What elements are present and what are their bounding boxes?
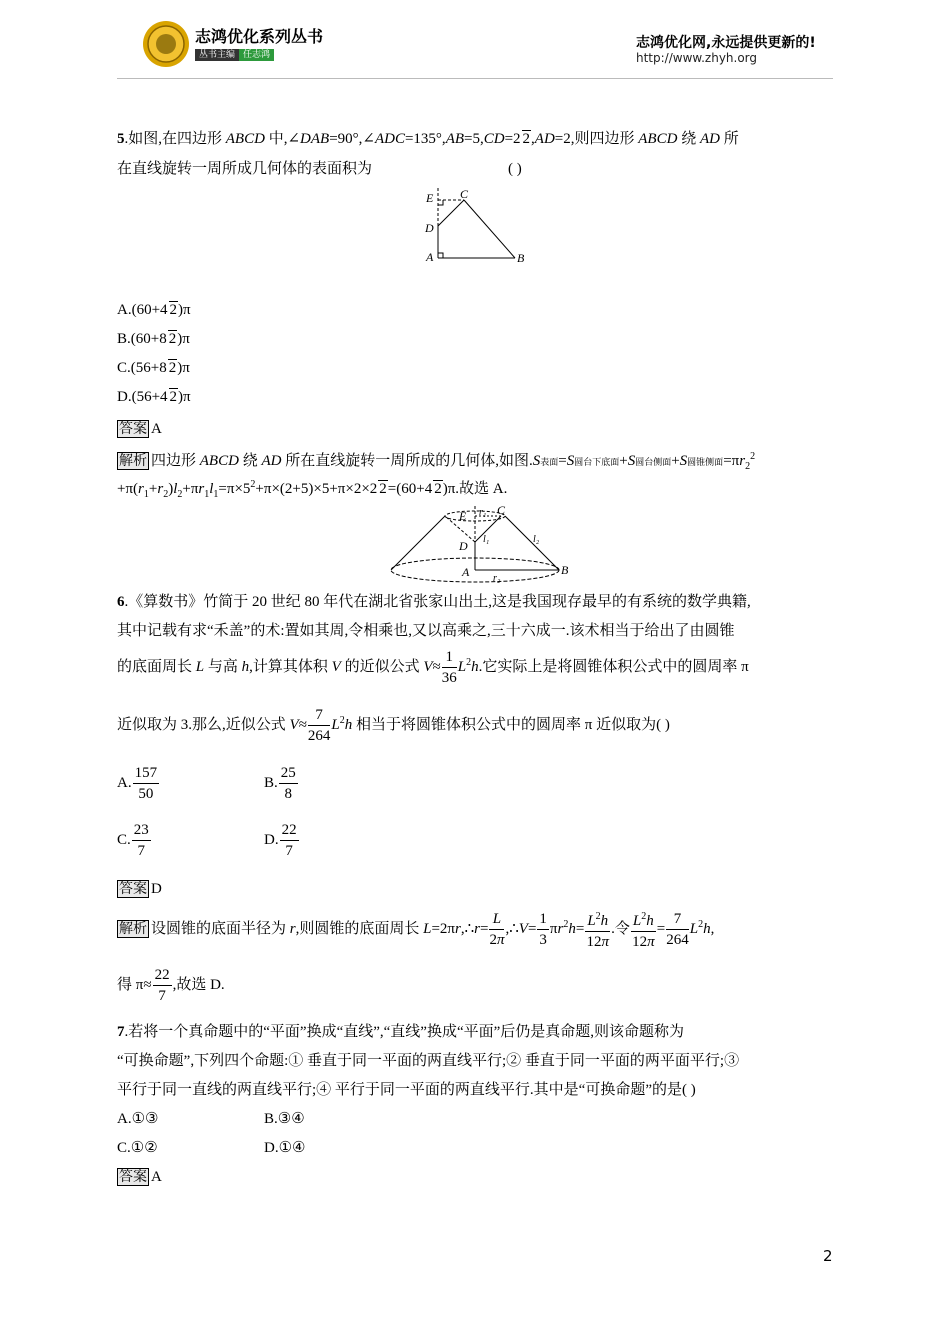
answer-tag: 答案 — [119, 881, 147, 897]
q6-number: 6 — [117, 594, 125, 610]
q5-fig-label-a: A — [426, 250, 434, 264]
q5-option-b[interactable]: B.(60+8 2)π — [117, 331, 190, 347]
analysis-tag: 解析 — [119, 920, 147, 937]
q6-answer: 答案 D — [119, 881, 162, 897]
q6-option-d[interactable]: D. $\frac{22}{7}$ — [264, 822, 297, 859]
analysis-tag: 解析 — [119, 453, 147, 469]
q7-option-d[interactable]: D.①④ — [264, 1140, 306, 1156]
q6-line1: 6.《算数书》竹简于 20 世纪 80 年代在湖北省张家山出土,这是我国现存最早的有系统的数学典籍, — [117, 594, 751, 610]
q7-line2: “可换命题”,下列四个命题:① 垂直于同一平面的两直线平行;② 垂直于同一平面的两平面平行;③ — [117, 1053, 740, 1069]
q7-option-b[interactable]: B.③④ — [264, 1111, 305, 1127]
q5-fig2-label-l2: l₂ — [533, 534, 540, 545]
q5-fig2-label-b: B — [561, 563, 569, 577]
header-url[interactable]: http://www.zhyh.org — [636, 51, 758, 65]
q5-analysis-line1: 解析 四边形 ABCD 绕 AD 所在直线旋转一周所成的几何体,如图.S表面=S圆台下底面+S圆台侧面+S圆锥侧面$=\pi r_2^2$ — [119, 451, 756, 472]
q5-option-a[interactable]: A.(60+4 2)π — [117, 302, 191, 318]
q5-bracket: ( ) — [508, 161, 522, 177]
editor-label: 丛书主编 — [195, 49, 239, 61]
answer-tag: 答案 — [119, 421, 147, 437]
q5-fig2-label-l1: l₁ — [483, 534, 490, 545]
q6-option-c[interactable]: C. $\frac{23}{7}$ — [117, 822, 149, 859]
q5-line2: 在直线旋转一周所成几何体的表面积为 — [117, 161, 373, 177]
q5-fig-label-d: D — [425, 221, 434, 235]
q5-fig2-label-r1: r₁ — [479, 507, 487, 518]
q5-figure — [420, 186, 530, 270]
q6-option-b[interactable]: B. $\frac{25}{8}$ — [264, 765, 296, 802]
q5-fig2-label-d: D — [459, 539, 468, 553]
q7-option-a[interactable]: A.①③ — [117, 1111, 159, 1127]
q5-line1: 5.如图,在四边形 ABCD 中,∠DAB=90°,∠ADC=135°,AB=5,CD=2 2,AD=2,则四边形 ABCD 绕 AD 所 — [117, 131, 739, 147]
q6-line3: 的底面周长 L 与高 h,计算其体积 V 的近似公式 V≈ $\frac{1}{36}$ $L^2h$.它实际上是将圆锥体积公式中的圆周率 π — [117, 649, 749, 686]
answer-tag: 答案 — [119, 1169, 147, 1185]
q5-number: 5 — [117, 131, 125, 147]
q6-line2: 其中记载有求“禾盖”的术:置如其周,令相乘也,又以高乘之,三十六成一.该术相当于给出了由圆锥 — [117, 623, 735, 639]
q7-line1: 7.若将一个真命题中的“平面”换成“直线”,“直线”换成“平面”后仍是真命题,则该命题称为 — [117, 1024, 685, 1040]
q5-fig-label-b: B — [517, 251, 525, 265]
logo-seal-icon — [142, 20, 190, 68]
q5-fig-label-c: C — [460, 187, 469, 201]
q5-answer: 答案 A — [119, 421, 162, 437]
q7-line3: 平行于同一直线的两直线平行;④ 平行于同一平面的两直线平行.其中是“可换命题”的是( ) — [117, 1082, 696, 1098]
q5-fig2-label-a: A — [462, 565, 470, 579]
q5-fig2-label-c: C — [497, 503, 506, 517]
q5-option-d[interactable]: D.(56+4 2)π — [117, 389, 191, 405]
series-title: 志鸿优化系列丛书 — [195, 27, 324, 46]
q5-fig2-label-e: E — [459, 509, 467, 523]
q6-line4: 近似取为 3.那么,近似公式 V≈ $\frac{7}{264}$ $L^2h$ 相当于将圆锥体积公式中的圆周率 π 近似取为( ) — [117, 707, 670, 744]
q5-fig2-label-r2: r₂ — [493, 573, 501, 584]
q7-option-c[interactable]: C.①② — [117, 1140, 158, 1156]
header-divider — [117, 78, 833, 79]
editor-name: 任志鸿 — [239, 49, 274, 61]
q7-answer: 答案 A — [119, 1169, 162, 1185]
q6-analysis-line1: 解析 设圆锥的底面半径为 r,则圆锥的底面周长 L=2πr,∴r= $\frac{L}{2\pi}$ ,∴V= $\frac{1}{3}$ $\pi r^2h=$ $\frac{L^2h}{12\pi}$ .令 $\frac{L^2h}{12\pi}$ = $\frac{7}{264}$ $L^2h$, — [117, 907, 714, 952]
q5-analysis-figure — [375, 502, 575, 586]
editor-badge — [195, 49, 274, 61]
page-number: 2 — [823, 1247, 833, 1265]
header-slogan: 志鸿优化网,永远提供更新的! — [636, 35, 816, 51]
q7-number: 7 — [117, 1024, 125, 1040]
q6-option-a[interactable]: A. $\frac{157}{50}$ — [117, 765, 158, 802]
q5-analysis-line2: $+\pi(r_1+r_2)l_2+\pi r_1l_1=\pi\times 5^2+\pi\times(2+5)\times 5+\pi\times 2\times 2$ 2=(60+4 2)π.故选 A. — [117, 479, 508, 500]
q5-option-c[interactable]: C.(56+8 2)π — [117, 360, 190, 376]
q6-analysis-line2: 得 π≈ $\frac{22}{7}$ ,故选 D. — [117, 967, 225, 1004]
q5-fig-label-e: E — [426, 191, 434, 205]
